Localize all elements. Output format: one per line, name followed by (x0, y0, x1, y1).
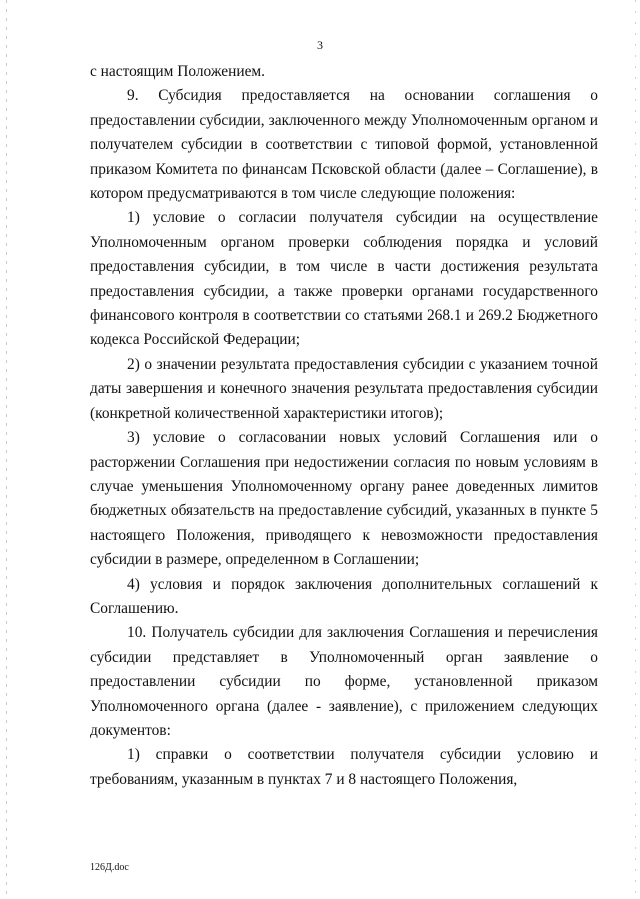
paragraph-9-item-2: 2) о значении результата предоставления субсидии с указанием точной даты завершения и конечного значения результата предоставления субсидии (конкретной количественной характеристики итогов); (90, 355, 598, 422)
paragraph-9-item-1: 1) условие о согласии получателя субсидии на осуществление Уполномоченным органом проверки соблюдения порядка и условий предоставления субсидии, в том числе в части достижения результата предоставления субсидии, а также проверки органами государственного финансового контроля в соответствии со статьями 268.1 и 269.2 Бюджетного кодекса Российской Федерации; (90, 209, 598, 349)
scan-edge-right (635, 0, 636, 899)
paragraph-10-item-1: 1) справки о соответствии получателя субсидии условию и требованиям, указанным в пунктах 7 и 8 настоящего Положения, (90, 746, 598, 788)
scan-edge-left (6, 0, 7, 899)
paragraph-10: 10. Получатель субсидии для заключения Соглашения и перечисления субсидии представляет в Уполномоченный орган заявление о предоставлении субсидии по форме, установленной приказом Уполномоченного органа (далее - заявление), с приложением следующих документов: (90, 624, 598, 739)
body-text (90, 60, 598, 792)
page-number: 3 (317, 38, 323, 52)
paragraph-9: 9. Субсидия предоставляется на основании соглашения о предоставлении субсидии, заключенного между Уполномоченным органом и получателем субсидии в соответствии с типовой формой, установленной приказом Комитета по финансам Псковской области (далее – Соглашение), в котором предусматриваются в том числе следующие положения: (90, 87, 598, 203)
paragraph-9-item-3: 3) условие о согласовании новых условий Соглашения или о расторжении Соглашения при недостижении согласия по новым условиям в случае уменьшения Уполномоченному органу ранее доведенных лимитов бюджетных обязательств на предоставление субсидий, указанных в пункте 5 настоящего Положения, приводящего к невозможности предоставления субсидии в размере, определенном в Соглашении; (90, 429, 598, 569)
paragraph-continuation: с настоящим Положением. (90, 63, 266, 80)
paragraph-9-item-4: 4) условия и порядок заключения дополнительных соглашений к Соглашению. (90, 575, 598, 617)
footer-filename: 126Д.doc (90, 862, 129, 873)
